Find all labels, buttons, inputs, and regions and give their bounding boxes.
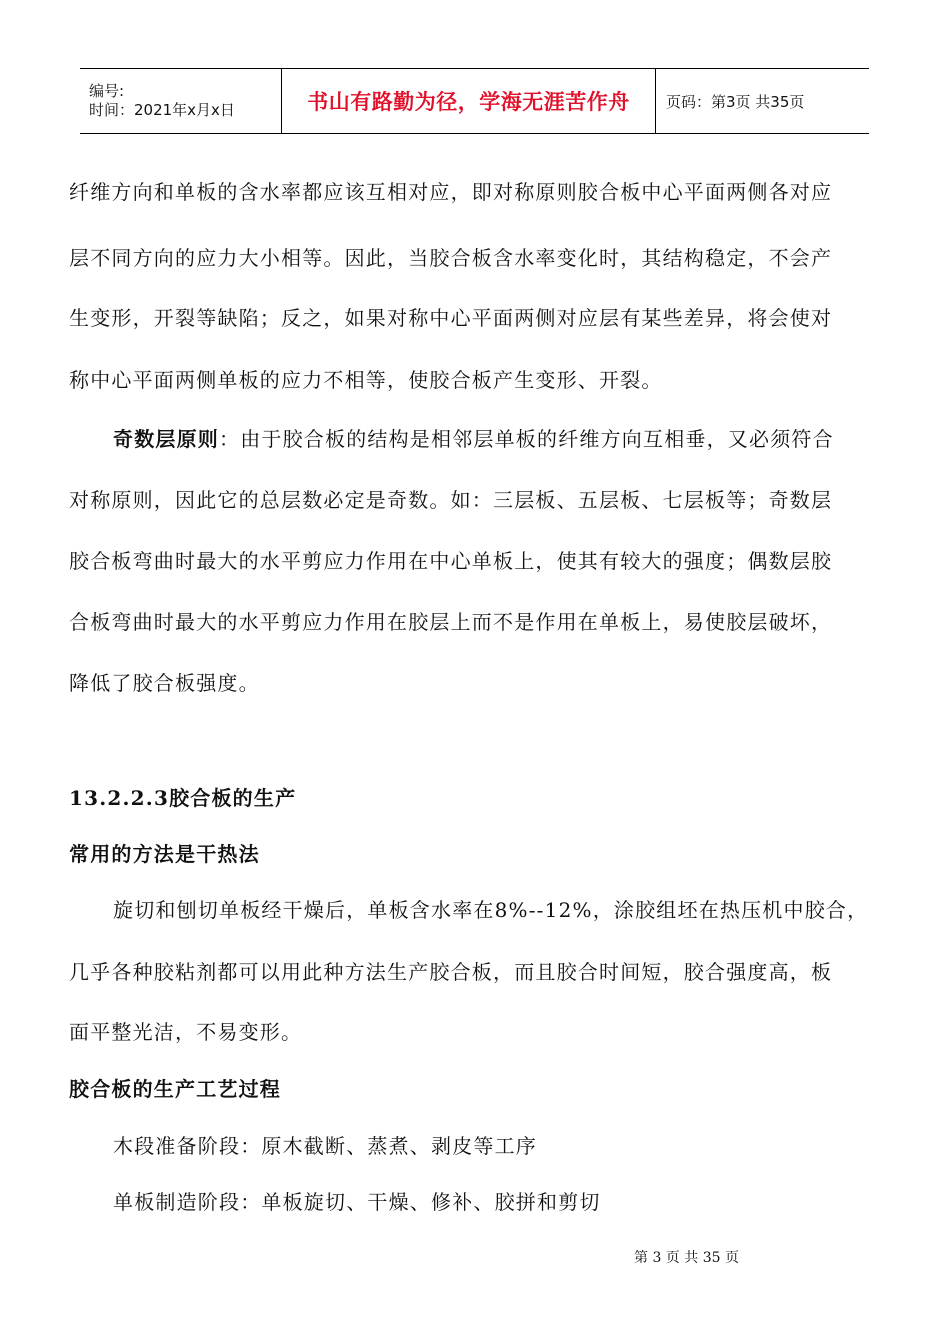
section-heading: 13.2.2.3胶合板的生产 [69,786,297,810]
body-line: 面平整光洁，不易变形。 [69,1020,303,1044]
process-step: 单板制造阶段：单板旋切、干燥、修补、胶拼和剪切 [113,1190,601,1214]
body-line: 生变形，开裂等缺陷；反之，如果对称中心平面两侧对应层有某些差异，将会使对 [69,306,833,330]
process-step: 木段准备阶段：原木截断、蒸煮、剥皮等工序 [113,1134,537,1158]
header-page-label: 页码：第3页 共35页 [666,92,805,111]
body-line: 胶合板弯曲时最大的水平剪应力作用在中心单板上，使其有较大的强度；偶数层胶 [69,549,833,573]
document-time-label: 时间：2021年x月x日 [89,101,235,119]
page-footer: 第 3 页 共 35 页 [634,1250,739,1266]
body-line [113,425,884,453]
subheading-process: 胶合板的生产工艺过程 [69,1077,281,1101]
page-header [80,68,869,134]
body-line: 旋切和刨切单板经干燥后，单板含水率在8%--12%，涂胶组坯在热压机中胶合， [113,898,869,922]
body-line: 层不同方向的应力大小相等。因此，当胶合板含水率变化时，其结构稳定，不会产 [69,246,833,270]
header-page-cell [656,69,869,133]
header-left-cell [80,69,281,133]
body-line: 几乎各种胶粘剂都可以用此种方法生产胶合板，而且胶合时间短，胶合强度高，板 [69,960,833,984]
odd-layer-principle-text: ：由于胶合板的结构是相邻层单板的纤维方向互相垂，又必须符合 [219,427,834,451]
body-line: 合板弯曲时最大的水平剪应力作用在胶层上而不是作用在单板上，易使胶层破坏， [69,610,833,634]
header-motto: 书山有路勤为径，学海无涯苦作舟 [307,90,630,114]
body-line: 对称原则，因此它的总层数必定是奇数。如：三层板、五层板、七层板等；奇数层 [69,488,833,512]
body-line: 降低了胶合板强度。 [69,671,260,695]
document-number-label: 编号: [89,82,125,100]
header-motto-cell [281,69,656,133]
body-line: 称中心平面两侧单板的应力不相等，使胶合板产生变形、开裂。 [69,368,663,392]
odd-layer-principle-term: 奇数层原则 [113,427,219,451]
subheading-dry-heat: 常用的方法是干热法 [69,842,260,866]
body-line: 纤维方向和单板的含水率都应该互相对应，即对称原则胶合板中心平面两侧各对应 [69,180,833,204]
